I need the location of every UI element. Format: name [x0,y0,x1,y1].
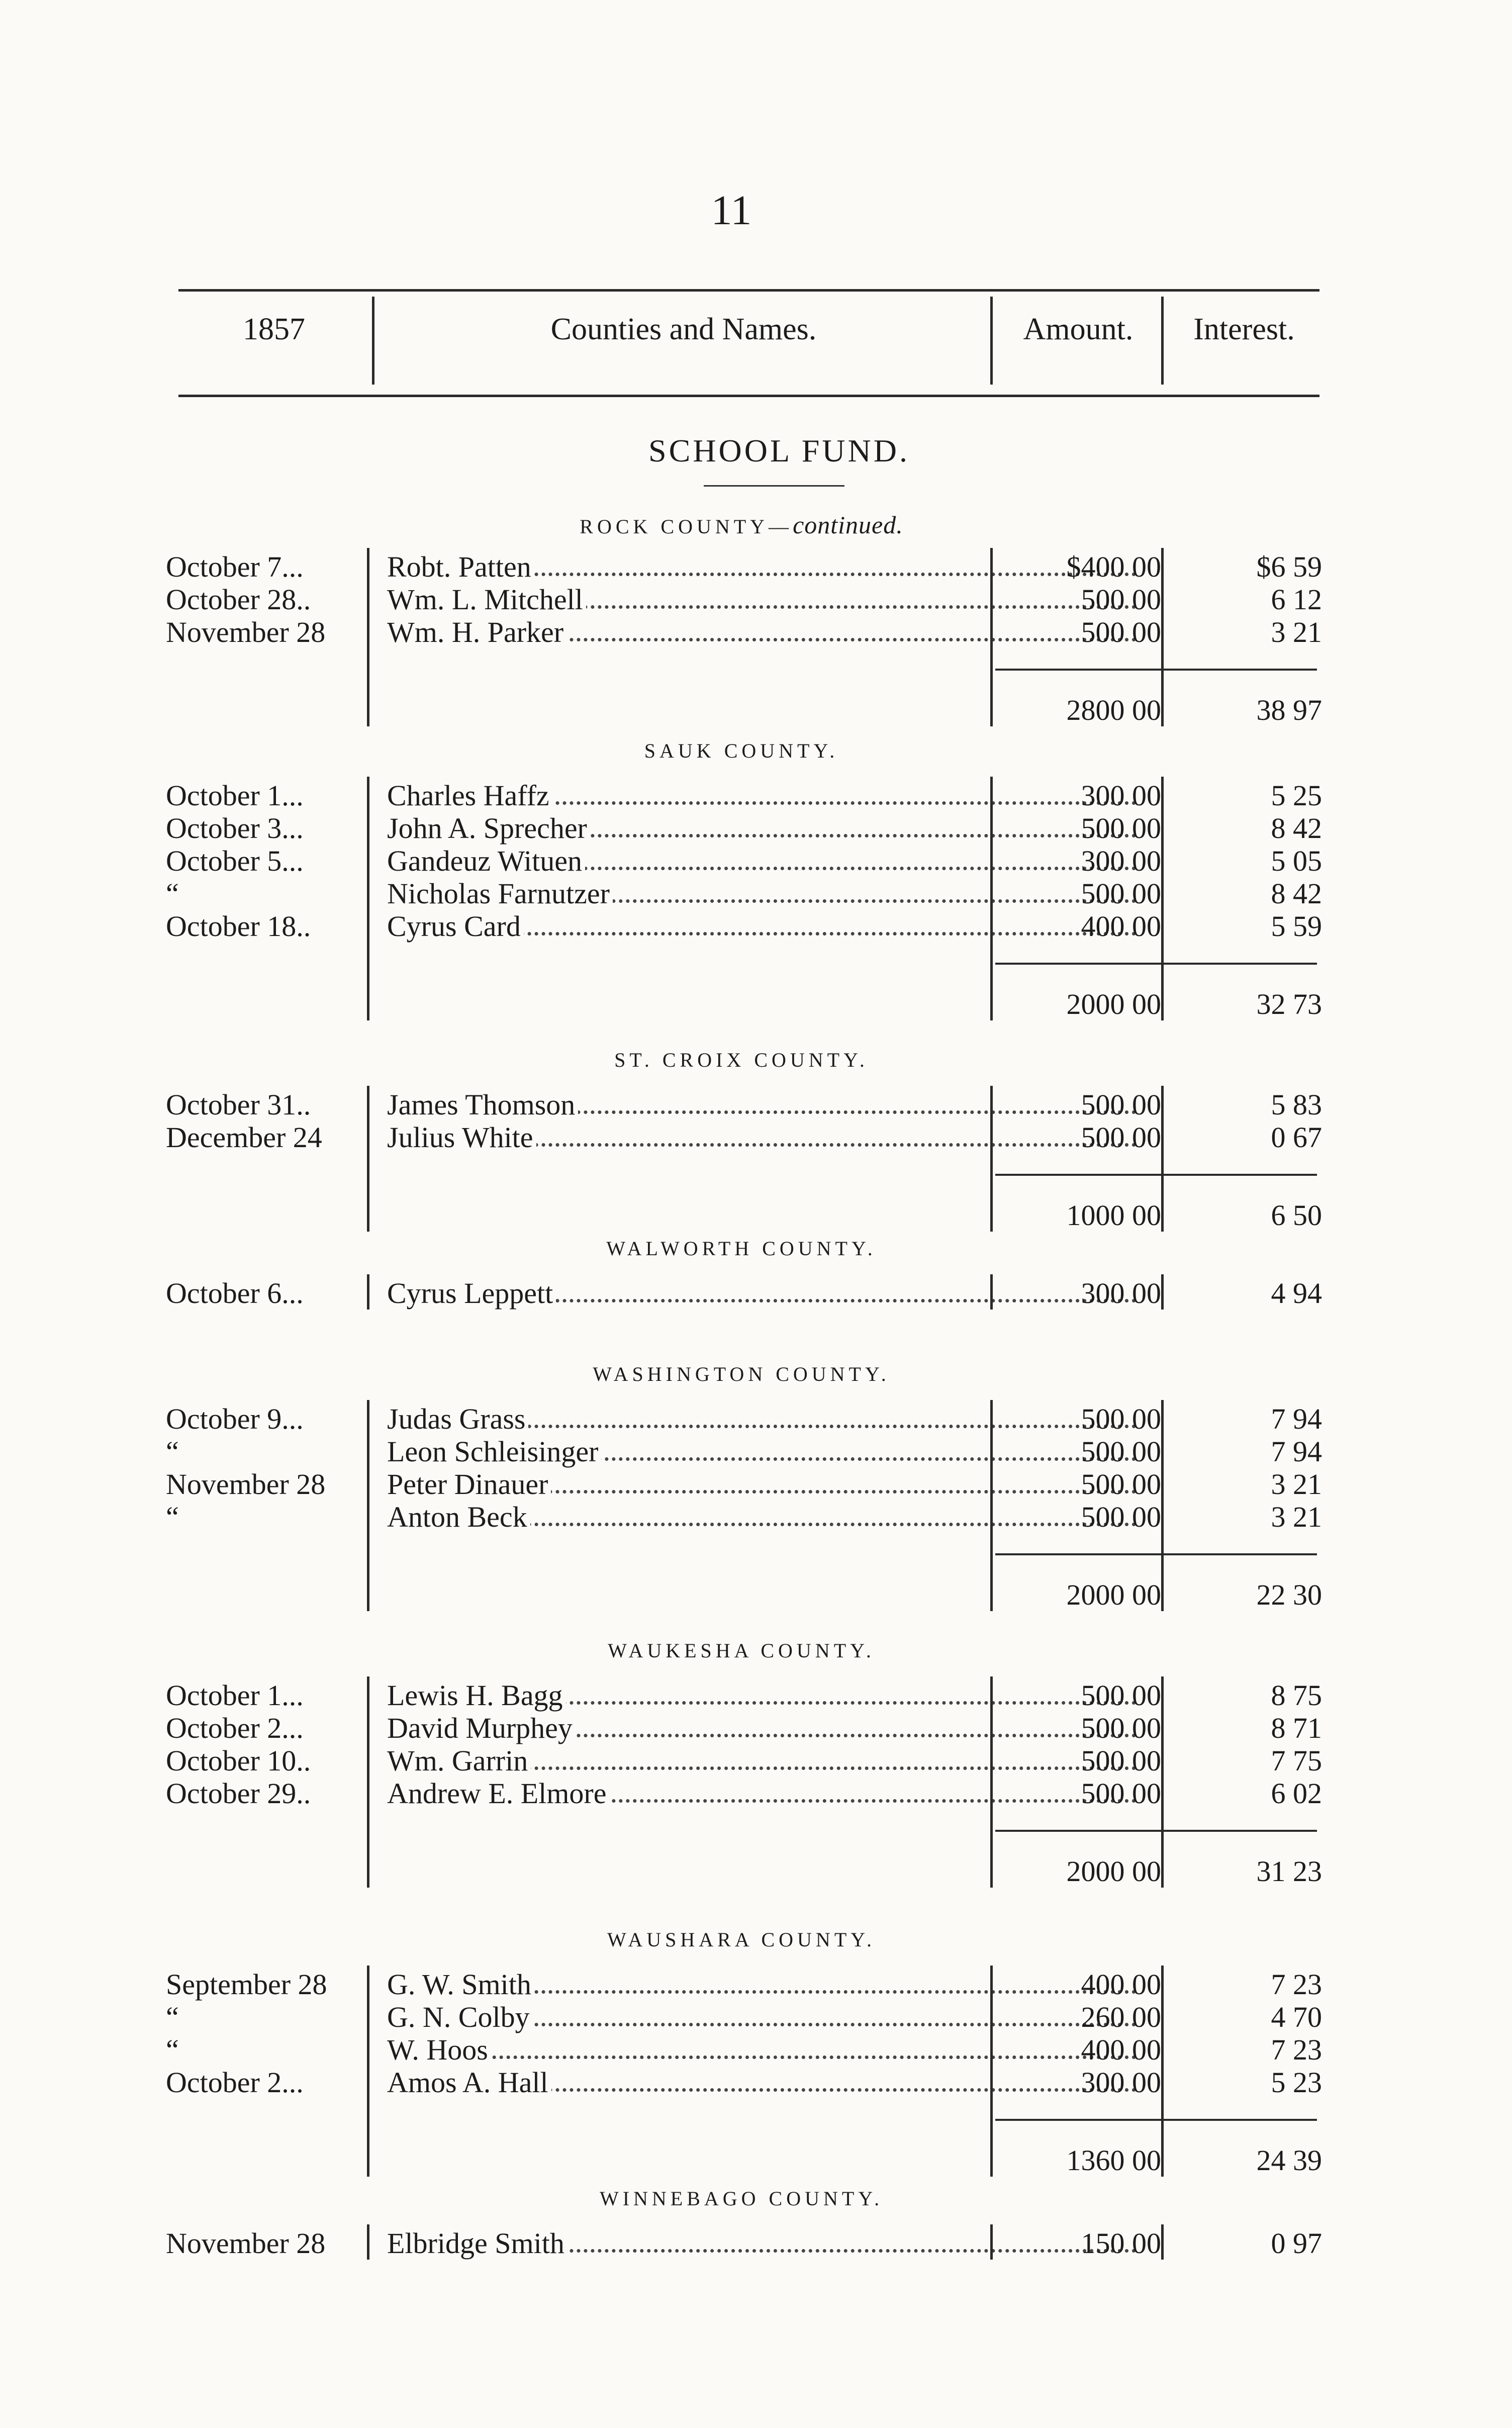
entry-date: October 29.. [166,1777,311,1810]
county-name: WAUKESHA COUNTY. [608,1639,875,1662]
entry-interest: 6 12 [1271,583,1322,616]
entry-amount: 400 00 [1081,1968,1161,2001]
entry-date: October 1... [166,779,304,812]
entry-date: December 24 [166,1121,322,1154]
entry-interest: 4 94 [1271,1277,1322,1310]
entry-name: Wm. Garrin [387,1744,531,1777]
ledger-row [156,2066,1327,2099]
entry-date: October 2... [166,1712,304,1744]
total-amount: 2000 00 [1066,1578,1161,1611]
entry-amount: 300 00 [1081,1277,1161,1310]
county-heading [156,1639,1327,1662]
total-row [156,2144,1327,2177]
column-rule [990,2224,993,2260]
entry-interest: 7 75 [1271,1744,1322,1777]
column-rule [990,1086,993,1232]
entry-name: David Murphey [387,1712,576,1744]
entry-interest: 7 94 [1271,1435,1322,1468]
total-amount: 2000 00 [1066,1855,1161,1888]
entry-date: October 28.. [166,583,311,616]
county-heading [156,1237,1327,1260]
entry-amount: 500 00 [1081,1468,1161,1501]
entry-name: John A. Sprecher [387,812,590,845]
ledger-row [156,910,1327,943]
entry-amount: 300 00 [1081,2066,1161,2099]
entry-amount: 500 00 [1081,583,1161,616]
entry-amount: 500 00 [1081,1121,1161,1154]
entry-date: October 9... [166,1403,304,1435]
entry-date: October 10.. [166,1744,311,1777]
entry-interest: $6 59 [1256,550,1322,583]
entry-interest: 8 42 [1271,812,1322,845]
county-name: WAUSHARA COUNTY. [607,1928,876,1951]
header-top-rule [178,289,1319,292]
ledger-row [156,779,1327,812]
ledger-row [156,845,1327,877]
total-row [156,1855,1327,1888]
entry-date: “ [166,1435,179,1468]
entry-date: October 2... [166,2066,304,2099]
entry-interest: 5 05 [1271,845,1322,877]
column-rule [367,1966,369,2177]
ledger-row [156,1679,1327,1712]
entry-date: October 6... [166,1277,304,1310]
total-interest: 32 73 [1256,988,1322,1020]
county-name: SAUK COUNTY. [644,739,839,762]
header-divider [1161,297,1164,385]
entry-interest: 8 42 [1271,877,1322,910]
column-rule [990,548,993,726]
column-rule [1161,548,1164,726]
ledger-row [156,1277,1327,1310]
entry-amount: 500 00 [1081,877,1161,910]
ledger-row [156,2001,1327,2033]
county-heading [156,1928,1327,1951]
entry-name: Lewis H. Bagg [387,1679,566,1712]
entry-interest: 4 70 [1271,2001,1322,2033]
entry-name: Wm. H. Parker [387,616,566,648]
column-rule [990,1274,993,1310]
column-rule [1161,1676,1164,1888]
total-interest: 22 30 [1256,1578,1322,1611]
entry-interest: 3 21 [1271,1501,1322,1533]
entry-date: November 28 [166,1468,326,1501]
entry-date: September 28 [166,1968,327,2001]
county-heading [156,2187,1327,2210]
sum-rule [995,669,1317,671]
entry-interest: 6 02 [1271,1777,1322,1810]
total-row [156,988,1327,1020]
entry-amount: 500 00 [1081,1403,1161,1435]
county-name: WALWORTH COUNTY. [606,1237,877,1260]
entry-date: October 18.. [166,910,311,943]
ledger-row [156,1968,1327,2001]
entry-interest: 5 25 [1271,779,1322,812]
county-name: ROCK COUNTY— [580,515,793,538]
total-interest: 6 50 [1271,1199,1322,1232]
header-year: 1857 [243,312,305,346]
ledger-row [156,550,1327,583]
ledger-row [156,1777,1327,1810]
ledger-row [156,1435,1327,1468]
entry-name: W. Hoos [387,2033,491,2066]
entry-interest: 8 75 [1271,1679,1322,1712]
column-rule [990,1966,993,2177]
column-rule [1161,777,1164,1020]
column-rule [367,2224,369,2260]
county-name: WINNEBAGO COUNTY. [599,2187,884,2210]
entry-interest: 5 83 [1271,1088,1322,1121]
county-name: ST. CROIX COUNTY. [614,1049,869,1071]
entry-date: October 3... [166,812,304,845]
ledger-row [156,2033,1327,2066]
page-number: 11 [711,187,752,234]
entry-date: October 31.. [166,1088,311,1121]
entry-amount: 500 00 [1081,1088,1161,1121]
entry-interest: 7 94 [1271,1403,1322,1435]
ledger-row [156,877,1327,910]
county-heading [156,739,1327,763]
entry-amount: 500 00 [1081,1712,1161,1744]
ledger-row [156,1121,1327,1154]
entry-amount: 400 00 [1081,2033,1161,2066]
entry-date: “ [166,2001,179,2033]
sum-rule [995,2119,1317,2121]
ledger-row [156,1712,1327,1744]
header-divider [372,297,374,385]
entry-amount: 500 00 [1081,1744,1161,1777]
column-rule [990,777,993,1020]
entry-amount: 300 00 [1081,779,1161,812]
column-rule [367,548,369,726]
entry-name: G. W. Smith [387,1968,534,2001]
entry-date: October 1... [166,1679,304,1712]
header-interest: Interest. [1193,312,1295,346]
total-amount: 1000 00 [1066,1199,1161,1232]
entry-amount: 500 00 [1081,1777,1161,1810]
entry-amount: 300 00 [1081,845,1161,877]
entry-amount: 500 00 [1081,1435,1161,1468]
sum-rule [995,1174,1317,1176]
entry-name: Elbridge Smith [387,2227,568,2260]
county-continued: continued. [793,511,903,539]
total-row [156,1199,1327,1232]
entry-name: Nicholas Farnutzer [387,877,613,910]
entry-name: Cyrus Card [387,910,524,943]
entry-interest: 5 23 [1271,2066,1322,2099]
total-interest: 31 23 [1256,1855,1322,1888]
sum-rule [995,963,1317,965]
county-heading [156,1362,1327,1386]
fund-title-underline [704,485,844,487]
entry-date: “ [166,1501,179,1533]
total-amount: 1360 00 [1066,2144,1161,2177]
column-rule [367,1400,369,1611]
ledger-row [156,583,1327,616]
column-rule [1161,2224,1164,2260]
header-bottom-rule [178,395,1319,397]
entry-date: November 28 [166,616,326,648]
column-rule [367,1086,369,1232]
total-row [156,1578,1327,1611]
entry-interest: 8 71 [1271,1712,1322,1744]
entry-interest: 7 23 [1271,1968,1322,2001]
column-rule [367,777,369,1020]
entry-name: G. N. Colby [387,2001,533,2033]
entry-date: “ [166,2033,179,2066]
total-amount: 2800 00 [1066,694,1161,726]
entry-interest: 0 97 [1271,2227,1322,2260]
entry-name: Amos A. Hall [387,2066,551,2099]
ledger-row [156,1501,1327,1533]
sum-rule [995,1830,1317,1832]
entry-interest: 7 23 [1271,2033,1322,2066]
ledger-row [156,1468,1327,1501]
column-rule [1161,1274,1164,1310]
header-amount: Amount. [1023,312,1133,346]
entry-name: Gandeuz Wituen [387,845,585,877]
entry-amount: 400 00 [1081,910,1161,943]
entry-date: October 7... [166,550,304,583]
entry-amount: 260 00 [1081,2001,1161,2033]
ledger-row [156,1403,1327,1435]
entry-name: Judas Grass [387,1403,528,1435]
entry-amount: 150 00 [1081,2227,1161,2260]
ledger-row [156,616,1327,648]
entry-name: Charles Haffz [387,779,552,812]
entry-name: Wm. L. Mitchell [387,583,586,616]
ledger-row [156,2227,1327,2260]
entry-amount: $400 00 [1066,550,1161,583]
sum-rule [995,1553,1317,1555]
ledger-row [156,1744,1327,1777]
total-interest: 24 39 [1256,2144,1322,2177]
county-heading [156,1048,1327,1072]
fund-title: SCHOOL FUND. [648,433,910,469]
entry-amount: 500 00 [1081,616,1161,648]
column-rule [1161,1966,1164,2177]
entry-date: “ [166,877,179,910]
total-interest: 38 97 [1256,694,1322,726]
ledger-row [156,812,1327,845]
entry-amount: 500 00 [1081,1501,1161,1533]
entry-name: Robt. Patten [387,550,534,583]
entry-name: Julius White [387,1121,536,1154]
entry-interest: 3 21 [1271,1468,1322,1501]
column-rule [990,1400,993,1611]
entry-name: Andrew E. Elmore [387,1777,609,1810]
total-row [156,694,1327,726]
entry-name: Anton Beck [387,1501,530,1533]
header-divider [990,297,993,385]
entry-interest: 3 21 [1271,616,1322,648]
column-rule [367,1676,369,1888]
total-amount: 2000 00 [1066,988,1161,1020]
county-name: WASHINGTON COUNTY. [593,1363,890,1385]
entry-date: November 28 [166,2227,326,2260]
column-rule [990,1676,993,1888]
column-rule [367,1274,369,1310]
entry-amount: 500 00 [1081,1679,1161,1712]
entry-amount: 500 00 [1081,812,1161,845]
entry-name: James Thomson [387,1088,578,1121]
county-heading [156,510,1327,539]
entry-date: October 5... [166,845,304,877]
entry-name: Cyrus Leppett [387,1277,556,1310]
entry-name: Leon Schleisinger [387,1435,601,1468]
column-rule [1161,1400,1164,1611]
entry-name: Peter Dinauer [387,1468,551,1501]
header-names: Counties and Names. [550,312,817,346]
ledger-row [156,1088,1327,1121]
entry-interest: 0 67 [1271,1121,1322,1154]
column-rule [1161,1086,1164,1232]
entry-interest: 5 59 [1271,910,1322,943]
